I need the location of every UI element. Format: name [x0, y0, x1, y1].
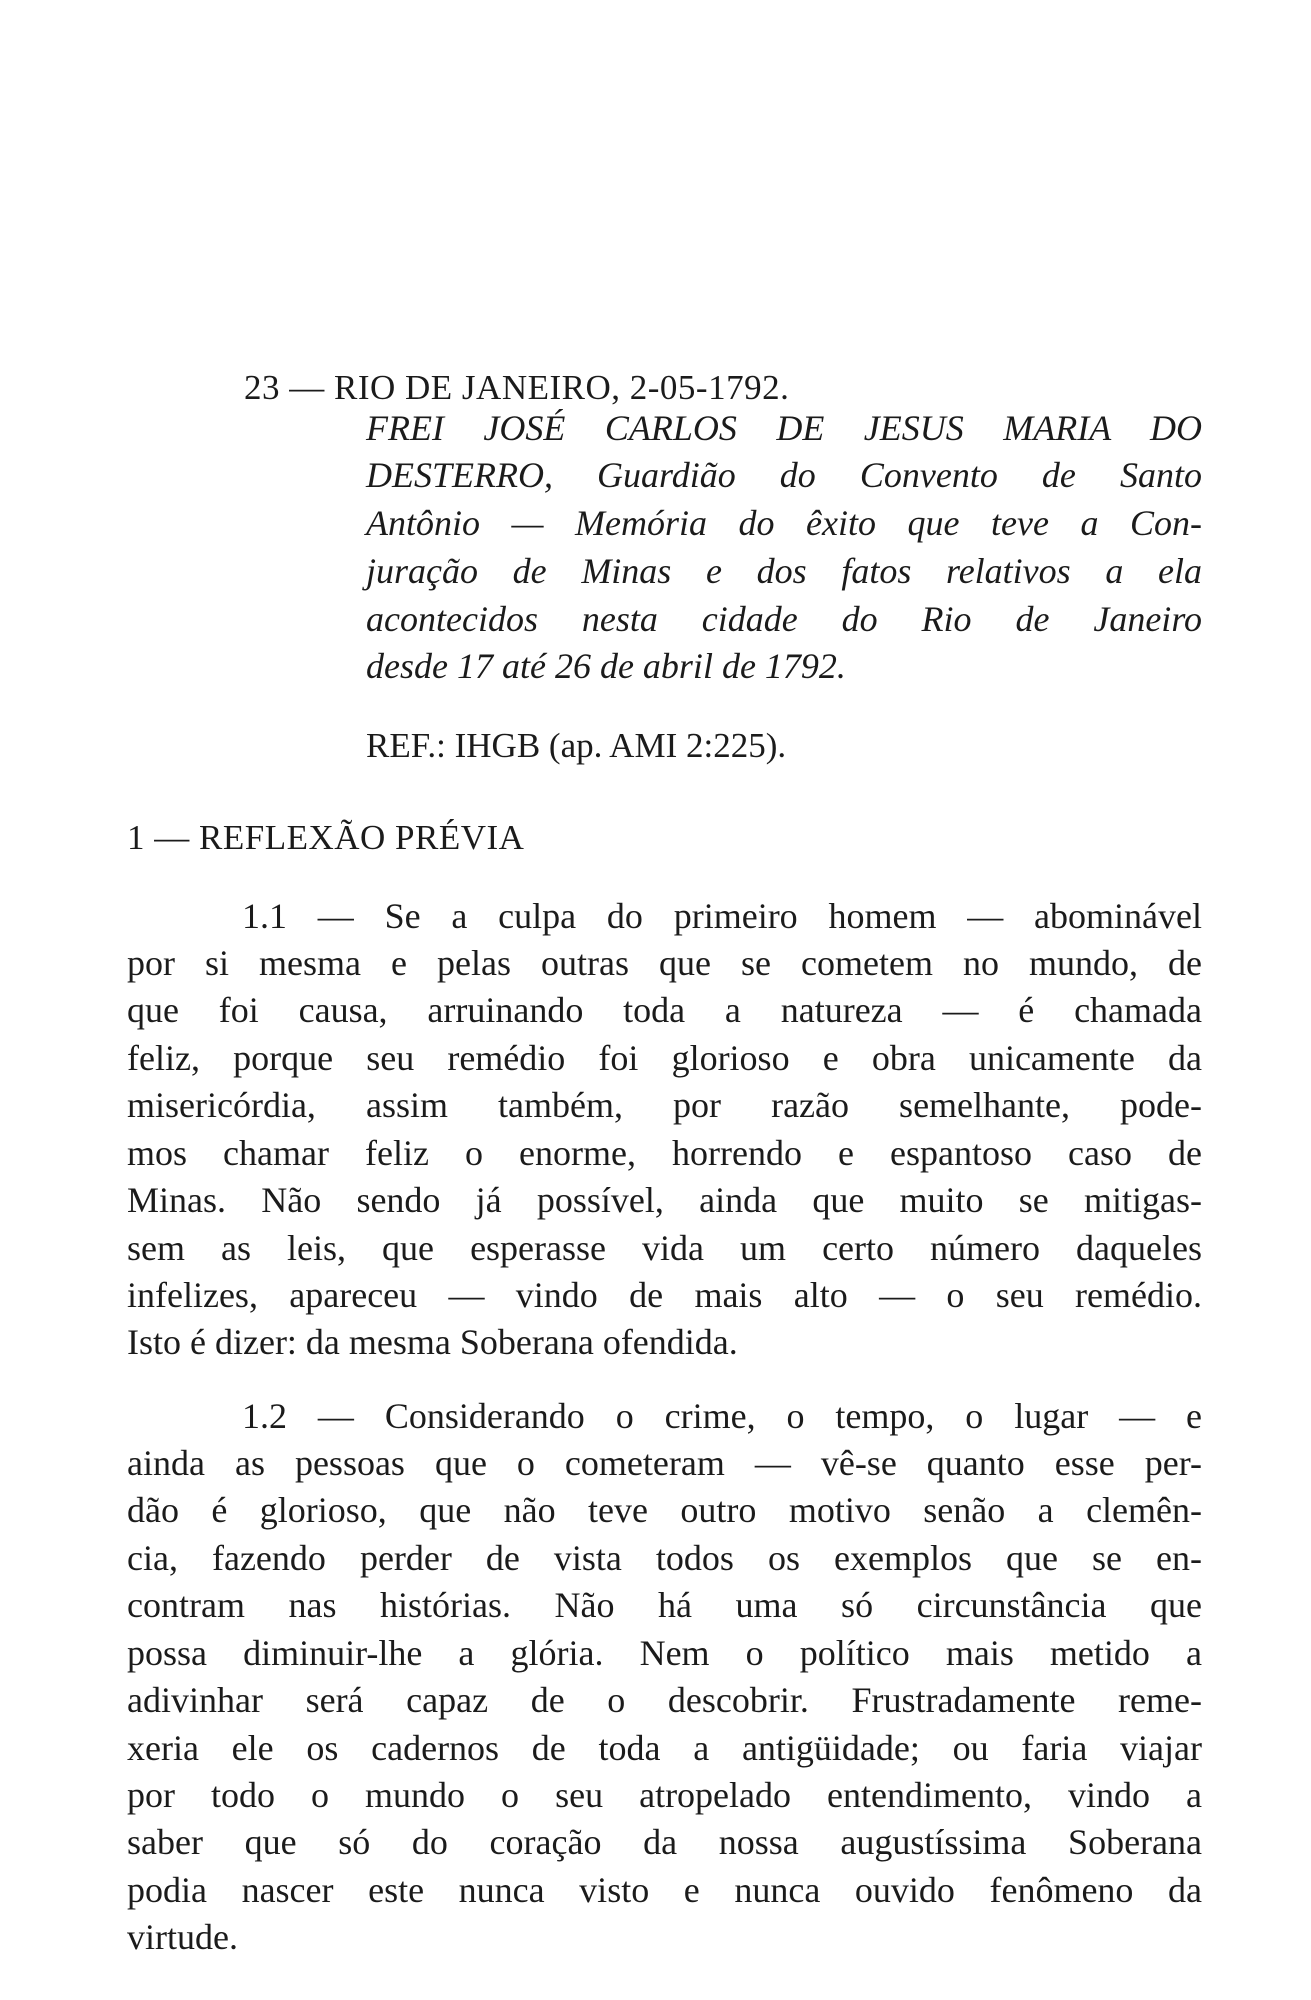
paragraph-line: dão é glorioso, que não teve outro motivo senão a clemên- — [127, 1490, 1202, 1530]
document-heading: 23 — RIO DE JANEIRO, 2-05-1792. — [244, 368, 790, 407]
paragraph-line: por si mesma e pelas outras que se cometem no mundo, de — [127, 943, 1202, 983]
description-line: juração de Minas e dos fatos relativos a ela — [366, 551, 1202, 591]
paragraph-line: 1.1 — Se a culpa do primeiro homem — abominável — [242, 896, 1202, 936]
paragraph-line: Minas. Não sendo já possível, ainda que muito se mitigas- — [127, 1180, 1202, 1220]
description-line-last: desde 17 até 26 de abril de 1792. — [366, 646, 846, 686]
paragraph-line: xeria ele os cadernos de toda a antigüidade; ou faria viajar — [127, 1728, 1202, 1768]
section-heading: 1 — REFLEXÃO PRÉVIA — [127, 818, 525, 857]
paragraph-line-last: Isto é dizer: da mesma Soberana ofendida. — [127, 1322, 738, 1362]
paragraph-line: cia, fazendo perder de vista todos os exemplos que se en- — [127, 1538, 1202, 1578]
paragraph-line: sem as leis, que esperasse vida um certo número daqueles — [127, 1228, 1202, 1268]
paragraph-line: contram nas histórias. Não há uma só circunstância que — [127, 1585, 1202, 1625]
paragraph-line: feliz, porque seu remédio foi glorioso e obra unicamente da — [127, 1038, 1202, 1078]
paragraph-line: mos chamar feliz o enorme, horrendo e espantoso caso de — [127, 1133, 1202, 1173]
paragraph-line-last: virtude. — [127, 1917, 238, 1957]
paragraph-line: infelizes, apareceu — vindo de mais alto — o seu remédio. — [127, 1275, 1202, 1315]
paragraph-line: adivinhar será capaz de o descobrir. Frustradamente reme- — [127, 1680, 1202, 1720]
paragraph-line: podia nascer este nunca visto e nunca ouvido fenômeno da — [127, 1870, 1202, 1910]
paragraph-line: por todo o mundo o seu atropelado entendimento, vindo a — [127, 1775, 1202, 1815]
description-line: acontecidos nesta cidade do Rio de Janeiro — [366, 599, 1202, 639]
description-line: Antônio — Memória do êxito que teve a Con- — [366, 503, 1202, 543]
paragraph-line: misericórdia, assim também, por razão semelhante, pode- — [127, 1085, 1202, 1125]
paragraph-line: possa diminuir-lhe a glória. Nem o político mais metido a — [127, 1633, 1202, 1673]
description-line: DESTERRO, Guardião do Convento de Santo — [366, 455, 1202, 495]
paragraph-line: que foi causa, arruinando toda a natureza — é chamada — [127, 990, 1202, 1030]
reference-line: REF.: IHGB (ap. AMI 2:225). — [366, 726, 787, 765]
paragraph-line: saber que só do coração da nossa augustíssima Soberana — [127, 1822, 1202, 1862]
description-line: FREI JOSÉ CARLOS DE JESUS MARIA DO — [366, 408, 1202, 448]
paragraph-line: ainda as pessoas que o cometeram — vê-se quanto esse per- — [127, 1443, 1202, 1483]
paragraph-line: 1.2 — Considerando o crime, o tempo, o lugar — e — [242, 1396, 1202, 1436]
